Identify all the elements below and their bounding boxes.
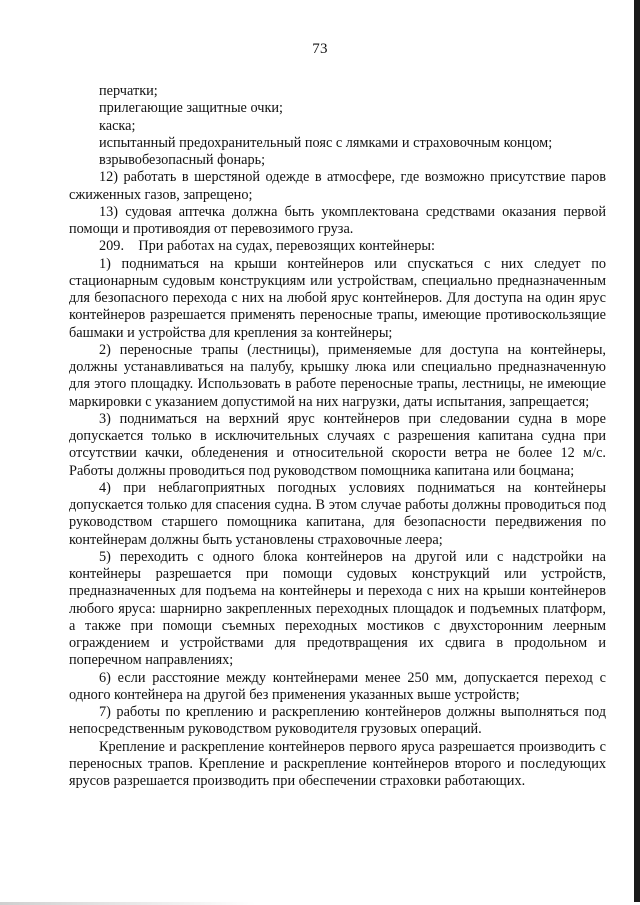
paragraph: 2) переносные трапы (лестницы), применяемые для доступа на контейнеры, должны устанавливаться на палубу, крышку люка или специально предназначенную для этого площадку. Использовать в работе переносные трапы, лестницы, не имеющие маркировки с указанием допустимой на них нагрузки, даты испытания, запрещается; [69, 341, 606, 410]
paragraph: 1) подниматься на крыши контейнеров или спускаться с них следует по стационарным судовым конструкциям или устройствам, специально предназначенным для безопасного перехода с них на любой ярус контейнеров. Для доступа на один ярус контейнеров разрешается применять переносные трапы, имеющие противоскользящие башмаки и устройства для крепления за контейнеры; [69, 255, 606, 341]
paragraph: перчатки; [99, 83, 158, 99]
paragraph: 13) судовая аптечка должна быть укомплектована средствами оказания первой помощи и противоядия от перевозимого груза. [69, 203, 606, 237]
paragraph: 3) подниматься на верхний ярус контейнеров при следовании судна в море допускается только в исключительных случаях с разрешения капитана судна при отсутствии качки, обледенения и относительной скорости ветра не более 12 м/с. Работы должны проводиться под руководством помощника капитана или боцмана; [69, 410, 606, 479]
page-number: 73 [312, 41, 328, 57]
paragraph: 7) работы по креплению и раскреплению контейнеров должны выполняться под непосредственным руководством руководителя грузовых операций. [69, 704, 606, 738]
paragraph: 5) переходить с одного блока контейнеров на другой или с надстройки на контейнеры разрешается при помощи судовых конструкций или устройств, предназначенных для подъема на контейнеры и перехода с них на крыши контейнеров любого яруса: шарнирно закрепленных переходных площадок и подъемных платформ, а также при помощи съемных переходных мостиков с двухсторонним леерным ограждением и устройствами для предотвращения их сдвига в продольном и поперечном направлениях; [69, 548, 606, 669]
paragraph: 4) при неблагоприятных погодных условиях подниматься на контейнеры допускается только для спасения судна. В этом случае работы должны проводиться под руководством старшего помощника капитана, для безопасности передвижения по контейнерам должны быть установлены страховочные леера; [69, 479, 606, 548]
paragraph: взрывобезопасный фонарь; [99, 152, 266, 168]
paragraph: прилегающие защитные очки; [99, 100, 284, 117]
paragraph: Крепление и раскрепление контейнеров первого яруса разрешается производить с переносных трапов. Крепление и раскрепление контейнеров второго и последующих ярусов разрешается производить при обеспечении страховки работающих. [69, 738, 606, 789]
paragraph: каска; [99, 117, 136, 134]
section-heading: 209. При работах на судах, перевозящих контейнеры: [99, 238, 436, 255]
scan-border [634, 0, 640, 905]
paragraph: 6) если расстояние между контейнерами менее 250 мм, допускается переход с одного контейнера на другой без применения указанных выше устройств; [69, 669, 606, 703]
paragraph: 12) работать в шерстяной одежде в атмосфере, где возможно присутствие паров сжиженных газов, запрещено; [69, 169, 606, 203]
paragraph: испытанный предохранительный пояс с лямками и страховочным концом; [99, 134, 553, 151]
document-text [69, 83, 606, 790]
